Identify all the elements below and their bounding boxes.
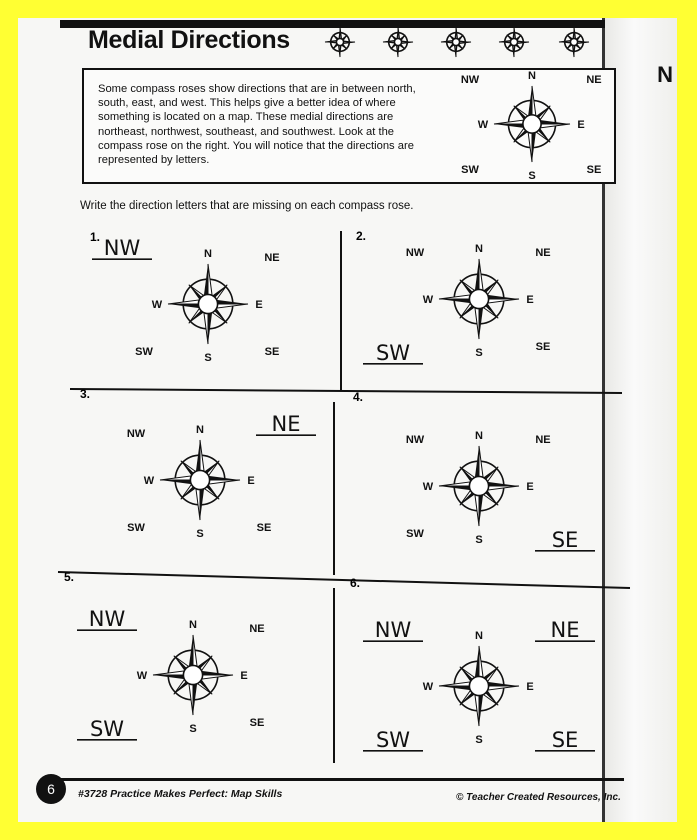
rose-s-label: S [475,347,483,359]
exercise-number: 1. [90,230,101,244]
intro-text: Some compass roses show directions that are in between north, south, east, and west. This helps give a better idea of where something is located on a map. These medial directions are northeast, northwest, southeast, and southwest. Look at the compass rose on the right. You will notice that the directions are represented by letters. [98,83,416,167]
rose-n-label: N [528,70,536,82]
rose-s-label: S [196,528,204,540]
rose-se-label: SE [586,164,602,177]
rose-nw-label: NW [460,73,480,86]
page-title: Medial Directions [88,26,290,54]
rose-n-label: N [189,619,197,631]
rose-nw-label: NW [405,434,425,447]
compass-rose-icon [168,264,248,344]
rose-s-label: S [528,170,536,182]
rose-ne-label: NE [535,247,551,260]
rose-ne-label: NE [264,252,280,265]
handwritten-ne-label: NE [271,412,301,437]
rose-nw-label: NW [405,247,425,260]
rose-nw-label: NW [126,428,146,441]
handwritten-se-label: SE [551,727,579,752]
compass-rose-icon [439,259,519,339]
exercise-number: 3. [80,387,91,401]
exercise-3 [80,387,316,540]
exercise-1 [90,230,280,364]
exercise-number: 6. [350,576,361,590]
rose-se-label: SE [535,340,551,353]
rose-ne-label: NE [586,73,602,86]
rose-s-label: S [475,734,483,746]
exercise-roses [18,18,677,822]
rose-e-label: E [526,294,534,306]
compass-rose-icon [439,646,519,726]
handwritten-nw-label: NW [88,607,126,632]
rose-s-label: S [475,534,483,546]
instruction-text: Write the direction letters that are missing on each compass rose. [80,200,414,212]
exercise-5 [64,570,265,741]
footer-copyright: © Teacher Created Resources, Inc. [456,792,621,803]
rose-n-label: N [196,424,204,436]
rose-sw-label: SW [135,345,153,358]
rose-n-label: N [204,248,212,260]
rose-w-label: W [422,294,434,306]
facing-page-heading: N [657,62,673,87]
rose-e-label: E [255,299,263,311]
rose-e-label: E [526,681,534,693]
rose-ne-label: NE [535,434,551,447]
footer-book-title: #3728 Practice Makes Perfect: Map Skills [78,788,283,800]
exercise-6 [350,576,595,752]
rose-n-label: N [475,243,483,255]
rose-sw-label: SW [406,527,424,540]
rose-e-label: E [247,475,255,487]
rose-se-label: SE [256,521,272,534]
rose-sw-label: SW [461,164,479,177]
exercise-number: 4. [353,390,364,404]
rose-w-label: W [422,681,434,693]
rose-se-label: SE [264,345,280,358]
compass-rose-icon [153,635,233,715]
rose-ne-label: NE [249,623,265,636]
compass-rose-icon [439,446,519,526]
exercise-number: 5. [64,570,75,584]
worksheet-page [18,18,677,822]
rose-e-label: E [526,481,534,493]
handwritten-nw-label: NW [103,236,141,261]
rose-sw-label: SW [127,521,145,534]
rose-w-label: W [422,481,434,493]
compass-rose-icon [160,440,240,520]
rose-w-label: W [477,119,489,131]
rose-w-label: W [151,299,163,311]
rose-w-label: W [136,670,148,682]
rose-s-label: S [204,352,212,364]
footer-rule [54,778,624,781]
handwritten-sw-label: SW [89,716,125,741]
handwritten-sw-label: SW [375,727,411,752]
exercise-number: 2. [356,229,367,243]
exercise-2 [356,229,551,365]
handwritten-sw-label: SW [375,340,411,365]
handwritten-ne-label: NE [550,618,580,643]
handwritten-se-label: SE [551,527,579,552]
rose-w-label: W [143,475,155,487]
handwritten-nw-label: NW [374,618,412,643]
rose-n-label: N [475,630,483,642]
rose-e-label: E [577,119,585,131]
rose-se-label: SE [249,716,265,729]
page-number: 6 [36,774,66,804]
exercise-4 [353,390,595,552]
rose-e-label: E [240,670,248,682]
rose-s-label: S [189,723,197,735]
rose-n-label: N [475,430,483,442]
